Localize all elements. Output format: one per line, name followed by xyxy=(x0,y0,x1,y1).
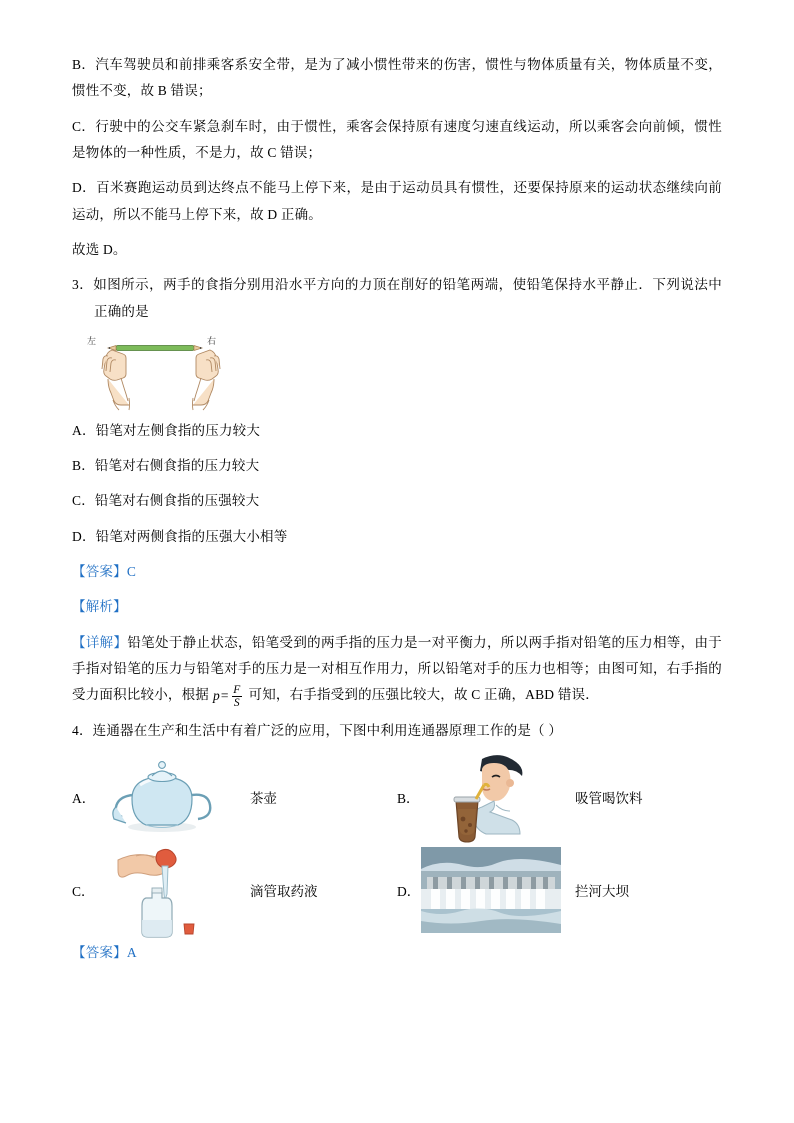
paragraph-b: B．汽车驾驶员和前排乘客系安全带，是为了减小惯性带来的伤害，惯性与物体质量有关，物体质量不变，惯性不变，故 B 错误； xyxy=(72,57,722,99)
option-b-text: 吸管喝饮料 xyxy=(575,790,643,806)
question-4-option-d xyxy=(397,846,722,934)
paragraph-answer-d: 故选 D。 xyxy=(72,241,127,257)
figure-label-right: 右 xyxy=(207,335,217,346)
question-4-row-1 xyxy=(72,754,722,840)
question-3-detail xyxy=(72,630,722,710)
detail-text-2: 可知，右手指受到的压强比较大，故 C 正确，ABD 错误． xyxy=(248,687,599,703)
option-d-letter: D． xyxy=(397,883,421,899)
question-4-stem: 4．连通器在生产和生活中有着广泛的应用，下图中利用连通器原理工作的是（ ） xyxy=(72,723,563,739)
detail-label: 【详解】 xyxy=(72,634,128,650)
paragraph-c: C．行驶中的公交车紧急刹车时，由于惯性，乘客会保持原有速度匀速直线运动，所以乘客会向前倾，惯性是物体的一种性质，不是力，故 C 错误； xyxy=(72,118,722,160)
teapot-drawing xyxy=(106,755,226,839)
figure-label-left: 左 xyxy=(87,335,97,346)
question-4-options xyxy=(72,754,722,934)
dam-photo xyxy=(421,846,561,934)
dam-drawing xyxy=(421,847,561,933)
dropper-bottle-illustration xyxy=(96,847,236,933)
option-a-letter: A． xyxy=(72,790,96,806)
question-3-analysis-label: 【解析】 xyxy=(72,599,127,615)
pressure-formula xyxy=(213,683,245,709)
option-d-text: 拦河大坝 xyxy=(575,883,629,899)
question-4-answer-line xyxy=(72,940,722,966)
question-3-stem: 3．如图所示，两手的食指分别用沿水平方向的力顶在削好的铅笔两端，使铅笔保持水平静止．下列说法中正确的是 xyxy=(72,277,722,319)
answer-label: 【答案】 xyxy=(72,564,127,580)
answer-value: C xyxy=(126,564,137,580)
question-3-option-a: A．铅笔对左侧食指的压力较大 xyxy=(72,422,261,438)
option-b-letter: B． xyxy=(397,790,420,806)
option-c-letter: C． xyxy=(72,883,95,899)
option-a-text: 茶壶 xyxy=(250,790,277,806)
paragraph-d: D．百米赛跑运动员到达终点不能马上停下来，是由于运动员具有惯性，还要保持原来的运动状态继续向前运动，所以不能马上停下来，故 D 正确。 xyxy=(72,180,722,222)
boy-drinking-drawing xyxy=(436,749,546,845)
formula-numerator: F xyxy=(233,683,241,696)
formula-denominator: S xyxy=(233,696,240,709)
boy-drinking-straw-illustration xyxy=(421,754,561,840)
question-4-row-2 xyxy=(72,846,722,934)
question-3-option-c: C．铅笔对右侧食指的压强较大 xyxy=(72,493,260,509)
document-content xyxy=(72,52,722,975)
dropper-drawing xyxy=(106,838,226,942)
question-4-option-a xyxy=(72,754,397,840)
option-c-text: 滴管取药液 xyxy=(250,883,318,899)
detail-text-1: 铅笔处于静止状态，铅笔受到的两手指的压力是一对平衡力，所以两手指对铅笔的压力相等，由于手指对铅笔的压力与铅笔对手的压力是一对相互作用力，所以铅笔对手的压力也相等；由图可知，右手指的受力面积比较小，根据 xyxy=(72,634,722,703)
teapot-illustration xyxy=(96,754,236,840)
question-3-option-b: B．铅笔对右侧食指的压力较大 xyxy=(72,458,260,474)
answer-label-4: 【答案】 xyxy=(72,944,127,960)
question-4-option-b xyxy=(397,754,722,840)
formula-p: p xyxy=(213,688,220,704)
question-3-option-d: D．铅笔对两侧食指的压强大小相等 xyxy=(72,528,288,544)
formula-equals: = xyxy=(219,688,230,704)
question-4-option-c xyxy=(72,847,397,933)
answer-value-4: A xyxy=(126,944,137,960)
hands-pencil-figure xyxy=(86,334,236,412)
question-3-answer-line xyxy=(72,559,722,585)
